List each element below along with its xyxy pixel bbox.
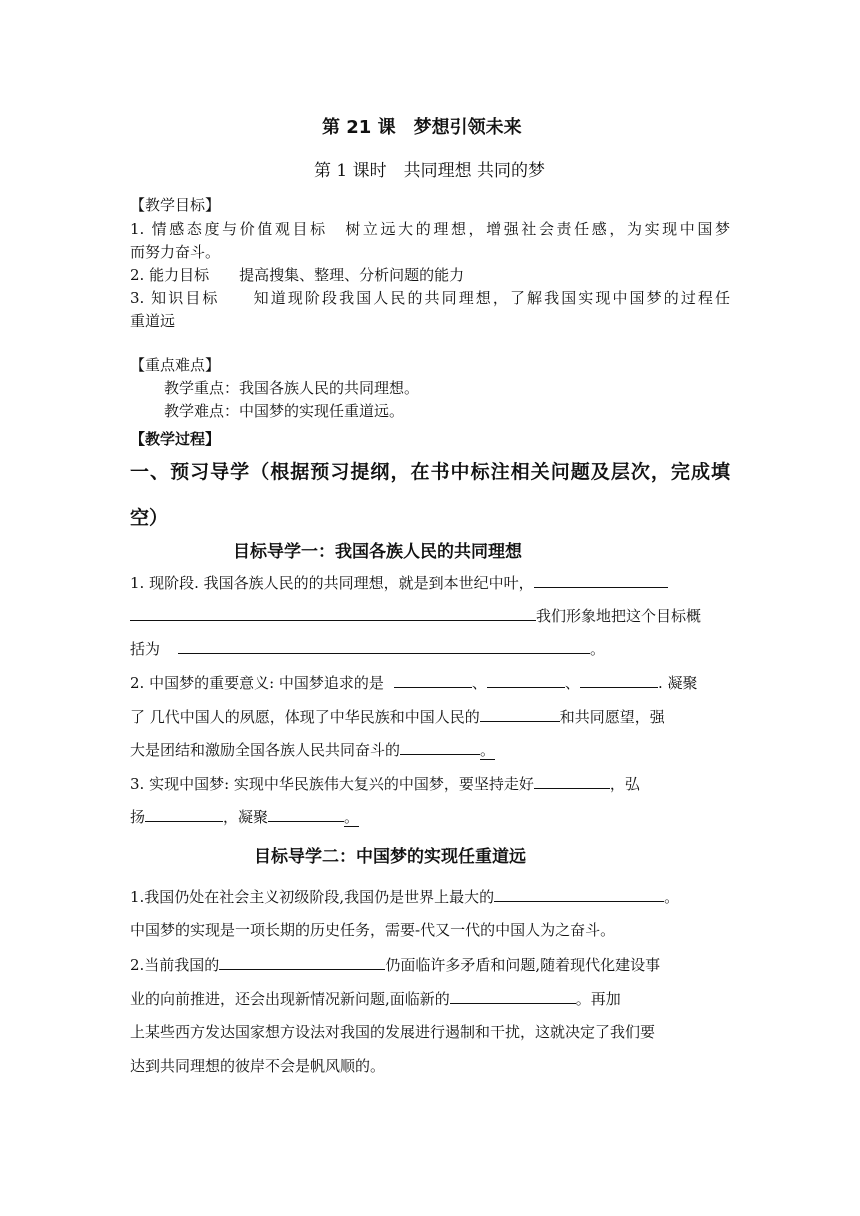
- p2-text-a1: 2.当前我国的: [130, 956, 220, 974]
- p1-line-a: [130, 885, 679, 908]
- lesson-title: 第 21 课 梦想引领未来: [322, 117, 522, 138]
- q1-line-c: [130, 637, 605, 660]
- q2-blank-2[interactable]: [487, 671, 565, 688]
- q2-line-a: [130, 671, 697, 694]
- q3-blank-1[interactable]: [534, 772, 610, 789]
- p1-text-a2: 。: [664, 888, 680, 906]
- p1-text-a1: 1.我国仍处在社会主义初级阶段,我国仍是世界上最大的: [130, 888, 495, 906]
- q1-blank-3[interactable]: [178, 637, 590, 654]
- p2-line-a: [130, 953, 660, 976]
- goal-line-3a: 3. 知识目标 知道现阶段我国人民的共同理想，了解我国实现中国梦的过程任: [130, 289, 730, 307]
- target1-heading: 目标导学一：我国各族人民的共同理想: [233, 542, 522, 562]
- q2-sep-1: 、: [471, 674, 487, 692]
- p2-line-b: [130, 987, 621, 1010]
- goals-heading: 【教学目标】: [130, 196, 221, 214]
- goal-line-1b: 而努力奋斗。: [130, 243, 221, 261]
- p2-blank-1[interactable]: [219, 953, 385, 970]
- q2-blank-1[interactable]: [394, 671, 472, 688]
- p2-text-b2: 。再加: [575, 990, 621, 1008]
- q2-blank-3[interactable]: [580, 671, 658, 688]
- process-heading: 【教学过程】: [130, 430, 221, 448]
- goal-line-3b: 重道远: [130, 312, 176, 330]
- teaching-difficulty: 教学难点：中国梦的实现任重道远。: [164, 402, 405, 420]
- q1-line-b: [130, 604, 701, 627]
- p2-text-a2: 仍面临许多矛盾和问题,随着现代化建设事: [385, 956, 661, 974]
- q3-line-b: [130, 805, 359, 828]
- q2-blank-4[interactable]: [480, 705, 560, 722]
- section1-heading-b: 空）: [130, 507, 169, 529]
- q2-sep-2: 、: [564, 674, 580, 692]
- q3-text-b1: 扬: [130, 808, 146, 826]
- q2-text-b1: 了 几代中国人的夙愿，体现了中华民族和中国人民的: [130, 708, 480, 726]
- q2-text-b2: 和共同愿望，强: [559, 708, 665, 726]
- q3-text-b2: ，凝聚: [223, 808, 269, 826]
- q2-text-c2: 。: [480, 741, 496, 759]
- q2-text-a2: . 凝聚: [657, 674, 698, 692]
- p1-blank-1[interactable]: [494, 885, 664, 902]
- q2-text-c1: 大是团结和激励全国各族人民共同奋斗的: [130, 741, 401, 759]
- p2-blank-2[interactable]: [450, 987, 576, 1004]
- p2-text-b1: 业的向前推进，还会出现新情况新问题,面临新的: [130, 990, 450, 1008]
- q1-text-c: 括为: [130, 640, 161, 658]
- q3-text-a2: ，弘: [609, 775, 640, 793]
- q3-blank-3[interactable]: [268, 805, 344, 822]
- q1-end: 。: [590, 640, 606, 658]
- goal-line-2: 2. 能力目标 提高搜集、整理、分析问题的能力: [130, 266, 465, 284]
- keypoints-heading: 【重点难点】: [130, 356, 221, 374]
- teaching-focus: 教学重点：我国各族人民的共同理想。: [164, 379, 420, 397]
- q2-line-b: [130, 705, 665, 728]
- target2-heading: 目标导学二：中国梦的实现任重道远: [254, 847, 526, 867]
- q3-line-a: [130, 772, 640, 795]
- q3-text-b3: 。: [344, 808, 360, 826]
- q1-line-a: [130, 571, 668, 594]
- section1-heading-a: 一、预习导学（根据预习提纲，在书中标注相关问题及层次，完成填: [130, 461, 730, 483]
- q2-blank-5[interactable]: [400, 738, 480, 755]
- goal-line-1a: 1. 情感态度与价值观目标 树立远大的理想，增强社会责任感，为实现中国梦: [130, 220, 730, 238]
- q2-line-c: [130, 738, 495, 761]
- q1-text-a: 1. 现阶段. 我国各族人民的的共同理想，就是到本世纪中叶，: [130, 574, 534, 592]
- q3-blank-2[interactable]: [145, 805, 223, 822]
- p2-line-c: 上某些西方发达国家想方设法对我国的发展进行遏制和干扰，这就决定了我们要: [130, 1023, 656, 1041]
- q1-blank-1[interactable]: [534, 571, 668, 588]
- q3-text-a1: 3. 实现中国梦: 实现中华民族伟大复兴的中国梦，要坚持走好: [130, 775, 534, 793]
- lesson-subtitle: 第 1 课时 共同理想 共同的梦: [314, 161, 546, 181]
- q1-blank-2[interactable]: [130, 604, 536, 621]
- q2-text-a1: 2. 中国梦的重要意义: 中国梦追求的是: [130, 674, 384, 692]
- q1-text-b: 我们形象地把这个目标概: [536, 607, 702, 625]
- p2-line-d: 达到共同理想的彼岸不会是帆风顺的。: [130, 1057, 386, 1075]
- p1-line-b: 中国梦的实现是一项长期的历史任务，需要-代又一代的中国人为之奋斗。: [130, 921, 616, 939]
